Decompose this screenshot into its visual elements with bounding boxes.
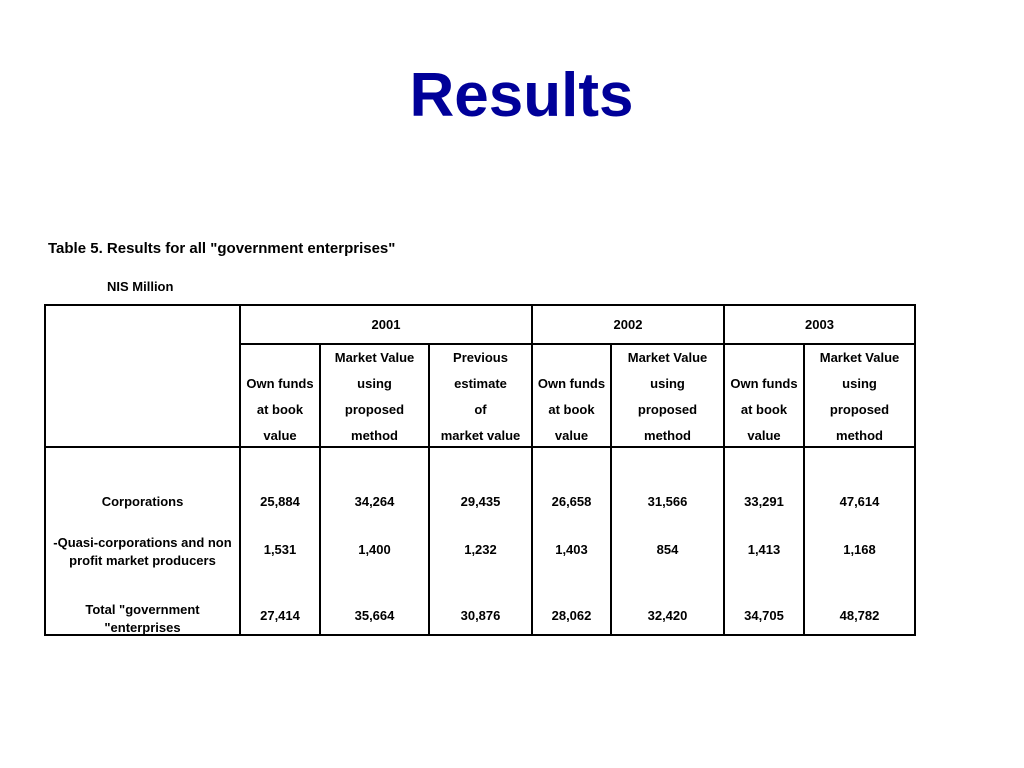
table-cell: 1,531 <box>263 542 297 557</box>
col-header-2001-own-funds: Own funds at book value <box>246 376 314 443</box>
table-cell: 32,420 <box>647 608 688 623</box>
table-cell: 1,413 <box>747 542 781 557</box>
table-cell: 1,232 <box>464 542 497 557</box>
table-cell: 34,264 <box>354 494 395 509</box>
year-header-2003: 2003 <box>805 316 834 332</box>
table-cell: 33,291 <box>744 494 784 509</box>
row-divider <box>46 446 914 448</box>
table-cell: 27,414 <box>260 608 300 623</box>
col-header-2002-own-funds: Own funds at book value <box>537 376 606 443</box>
table-cell: 35,664 <box>354 608 395 623</box>
col-header-2002-market-value: Market Value using proposed method <box>627 350 708 443</box>
table-cell: 31,566 <box>647 494 688 509</box>
year-header-2002: 2002 <box>613 316 643 332</box>
table-cell: 1,168 <box>843 542 876 557</box>
row-label-corporations: Corporations <box>101 494 184 509</box>
table-cell: 47,614 <box>839 494 880 509</box>
table-cell: 26,658 <box>551 494 592 509</box>
table-cell: 854 <box>656 542 679 557</box>
table-caption: Table 5. Results for all "government enterprises" <box>48 240 396 257</box>
unit-label: NIS Million <box>107 279 174 294</box>
results-table <box>44 304 916 636</box>
table-cell: 25,884 <box>260 494 300 509</box>
table-cell: 28,062 <box>551 608 592 623</box>
row-label-total: Total "government "enterprises <box>85 602 200 635</box>
table-cell: 1,400 <box>358 542 391 557</box>
row-label-quasi-corporations: -Quasi-corporations and non profit market producers <box>53 535 232 568</box>
col-header-2001-previous-estimate: Previous estimate of market value <box>440 350 521 443</box>
table-cell: 48,782 <box>839 608 880 623</box>
table-cell: 30,876 <box>460 608 501 623</box>
col-header-2001-market-value: Market Value using proposed method <box>334 350 415 443</box>
table-cell: 1,403 <box>555 542 588 557</box>
slide-title: Results <box>409 61 634 130</box>
year-header-2001: 2001 <box>371 316 401 332</box>
table-cell: 34,705 <box>744 608 784 623</box>
col-header-2003-market-value: Market Value using proposed method <box>819 350 900 443</box>
col-header-2003-own-funds: Own funds at book value <box>730 376 798 443</box>
table-cell: 29,435 <box>460 494 501 509</box>
